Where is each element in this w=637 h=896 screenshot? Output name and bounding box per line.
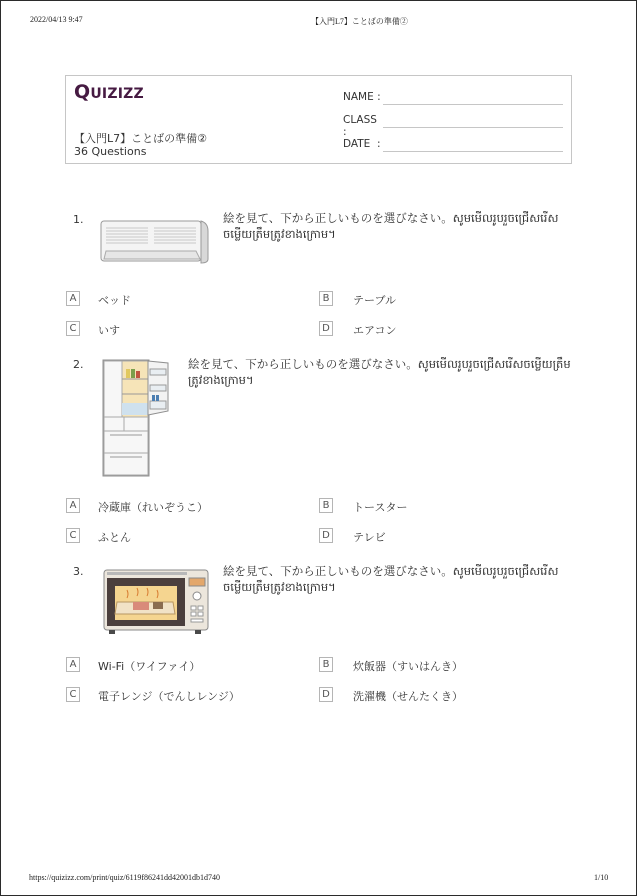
option-letter: B — [319, 498, 333, 513]
question-prompt: 絵を見て、下から正しいものを選びなさい。សូមមើលរូបរួចជ្រើសរើស ចម្លើយត្រឹមត្រូវខាងក្រោម។ — [223, 564, 559, 594]
class-label: CLASS : — [343, 114, 377, 138]
quiz-title: 【入門L7】ことばの準備② — [74, 132, 207, 145]
name-line — [383, 104, 563, 105]
name-label: NAME : — [343, 91, 381, 103]
question-count: 36 Questions — [74, 145, 147, 158]
air-conditioner-image — [100, 219, 210, 265]
option-letter: C — [66, 321, 80, 336]
microwave-oven-image — [103, 566, 211, 638]
option-text: いす — [98, 324, 120, 337]
refrigerator-image — [102, 359, 174, 479]
option-letter: C — [66, 687, 80, 702]
question-prompt: 絵を見て、下から正しいものを選びなさい。សូមមើលរូបរួចជ្រើសរើស ចម្លើយត្រឹមត្រូវខាងក្រោម។ — [223, 211, 559, 241]
date-line — [383, 151, 563, 152]
option-text: 冷蔵庫（れいぞうこ） — [98, 501, 208, 514]
print-url: https://quizizz.com/print/quiz/6119f86241dd42001db1d740 — [29, 873, 221, 882]
name-field[interactable] — [343, 91, 383, 103]
option-letter: C — [66, 528, 80, 543]
question-prompt: 絵を見て、下から正しいものを選びなさい。សូមមើលរូបរួចជ្រើសរើសចម្លើយត្រឹម ត្រូវខាងក្រោម។ — [188, 357, 571, 387]
date-field[interactable] — [343, 138, 383, 150]
option-letter: B — [319, 291, 333, 306]
print-title: 【入門L7】ことばの準備② — [311, 17, 408, 26]
option-text: テレビ — [353, 531, 386, 544]
option-text: 炊飯器（すいはんき） — [353, 660, 463, 673]
class-line — [383, 127, 563, 128]
page-number: 1/10 — [594, 873, 609, 882]
option-text: 電子レンジ（でんしレンジ） — [98, 690, 240, 703]
print-datetime: 2022/04/13 9:47 — [30, 15, 83, 24]
date-label: DATE : — [343, 138, 381, 150]
question-number: 1. — [73, 213, 84, 226]
option-letter: A — [66, 291, 80, 306]
question-number: 2. — [73, 358, 84, 371]
option-text: テーブル — [353, 294, 397, 307]
quizizz-logo: QUIZIZZ — [74, 81, 144, 103]
option-letter: B — [319, 657, 333, 672]
option-text: ベッド — [98, 294, 131, 307]
option-letter: A — [66, 657, 80, 672]
option-letter: D — [319, 321, 333, 336]
option-text: ふとん — [98, 531, 131, 544]
option-text: エアコン — [353, 324, 397, 337]
class-field[interactable] — [343, 114, 383, 138]
option-text: トースター — [353, 501, 408, 514]
worksheet-header — [65, 75, 572, 164]
option-text: Wi-Fi（ワイファイ） — [98, 660, 201, 673]
option-text: 洗濯機（せんたくき） — [353, 690, 463, 703]
option-letter: A — [66, 498, 80, 513]
option-letter: D — [319, 687, 333, 702]
option-letter: D — [319, 528, 333, 543]
question-number: 3. — [73, 565, 84, 578]
